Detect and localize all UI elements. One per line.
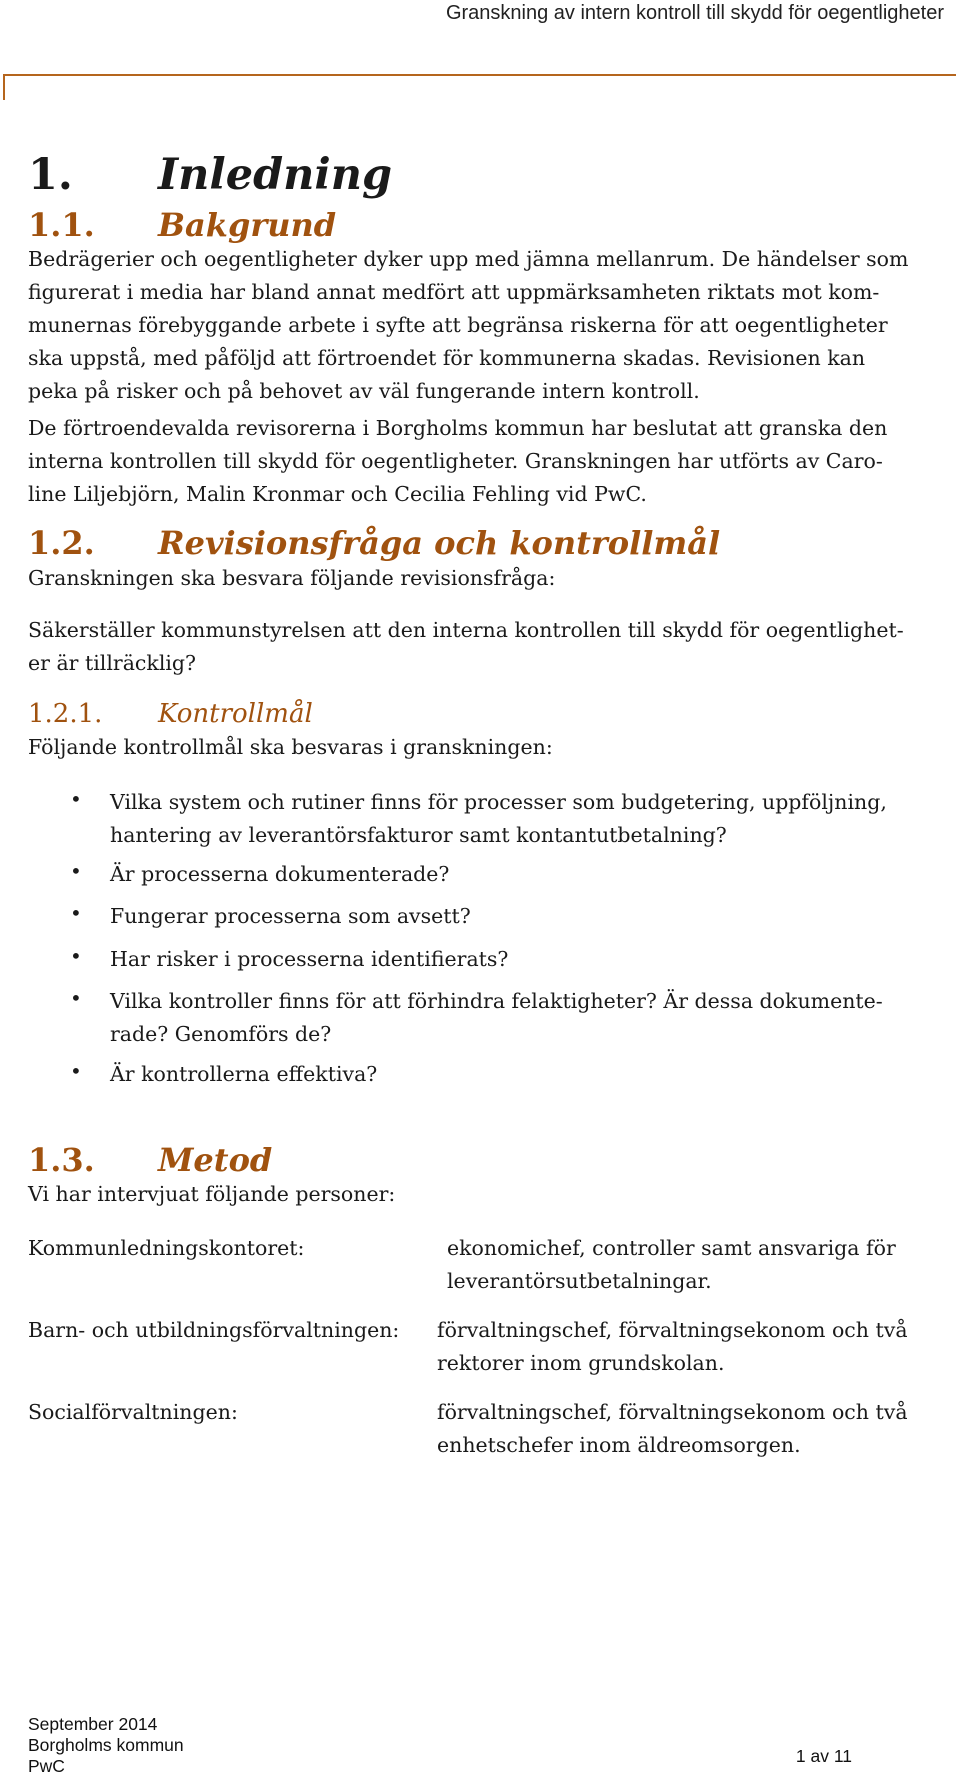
text-line: leverantörsutbetalningar.: [447, 1269, 712, 1293]
bullet-item: [110, 786, 930, 852]
text-line: hantering av leverantörsfakturor samt kontantutbetalning?: [110, 823, 727, 847]
chapter-heading: [28, 150, 392, 200]
section-heading-metod: [28, 1141, 272, 1179]
bullet-item: [110, 1058, 930, 1091]
text-line: ska uppstå, med påföljd att förtroendet för kommunerna skadas. Revisionen kan: [28, 346, 866, 370]
bullet-marker: •: [70, 787, 82, 811]
section-heading-revisionsfraga: [28, 524, 720, 562]
text-line: Är kontrollerna effektiva?: [110, 1062, 378, 1086]
interview-unit: Kommunledningskontoret:: [28, 1236, 305, 1260]
chapter-title: Inledning: [158, 150, 393, 200]
footer-firm: PwC: [28, 1756, 65, 1776]
text-line: Är processerna dokumenterade?: [110, 862, 450, 886]
text-line: De förtroendevalda revisorerna i Borgholms kommun har beslutat att granska den: [28, 416, 888, 440]
text-line: rade? Genomförs de?: [110, 1022, 332, 1046]
bullet-item: [110, 858, 930, 891]
chapter-number: 1.: [28, 150, 73, 200]
bullet-marker: •: [70, 986, 82, 1010]
text-line: er är tillräcklig?: [28, 651, 197, 675]
footer-block: [28, 1714, 184, 1777]
interview-people: [437, 1314, 908, 1380]
header-rule-tick: [3, 74, 5, 100]
paragraph-metod-intro: [28, 1178, 928, 1211]
subsection-heading-kontrollmal: [28, 699, 313, 729]
text-line: Vilka kontroller finns för att förhindra felaktigheter? Är dessa dokumente-: [110, 989, 883, 1013]
interview-unit: Socialförvaltningen:: [28, 1400, 238, 1424]
page-number: 1 av 11: [795, 1746, 852, 1766]
text-line: förvaltningschef, förvaltningsekonom och två: [437, 1318, 908, 1342]
text-line: enhetschefer inom äldreomsorgen.: [437, 1433, 801, 1457]
text-line: Granskningen ska besvara följande revisionsfråga:: [28, 566, 556, 590]
text-line: munernas förebyggande arbete i syfte att begränsa riskerna för att oegentligheter: [28, 313, 888, 337]
text-line: Fungerar processerna som avsett?: [110, 904, 471, 928]
paragraph-kontrollmal-intro: [28, 731, 928, 764]
text-line: line Liljebjörn, Malin Kronmar och Cecilia Fehling vid PwC.: [28, 482, 647, 506]
text-line: Bedrägerier och oegentligheter dyker upp med jämna mellanrum. De händelser som: [28, 247, 909, 271]
interview-people: [447, 1232, 896, 1298]
bullet-marker: •: [70, 944, 82, 968]
footer-date: September 2014: [28, 1714, 158, 1734]
text-line: figurerat i media har bland annat medfört att uppmärksamheten riktats mot kom-: [28, 280, 880, 304]
text-line: rektorer inom grundskolan.: [437, 1351, 725, 1375]
section-number: 1.3.: [28, 1141, 95, 1179]
interview-people: [437, 1396, 908, 1462]
text-line: Vi har intervjuat följande personer:: [28, 1182, 396, 1206]
section-number: 1.1.: [28, 206, 95, 244]
section-title: Revisionsfråga och kontrollmål: [158, 524, 721, 562]
bullet-item: [110, 985, 930, 1051]
bullet-marker: •: [70, 1059, 82, 1083]
bullet-item: [110, 943, 930, 976]
interview-unit: Barn- och utbildningsförvaltningen:: [28, 1318, 400, 1342]
text-line: Säkerställer kommunstyrelsen att den interna kontrollen till skydd för oegentlighet-: [28, 618, 904, 642]
paragraph-revisionsfraga-intro: [28, 562, 928, 595]
text-line: Följande kontrollmål ska besvaras i granskningen:: [28, 735, 553, 759]
text-line: Har risker i processerna identifierats?: [110, 947, 509, 971]
text-line: interna kontrollen till skydd för oegentligheter. Granskningen har utförts av Caro-: [28, 449, 883, 473]
bullet-marker: •: [70, 859, 82, 883]
paragraph-bakgrund-2: [28, 412, 928, 511]
section-heading-bakgrund: [28, 206, 336, 244]
section-number: 1.2.: [28, 524, 95, 562]
paragraph-revisionsfraga: [28, 614, 928, 680]
text-line: ekonomichef, controller samt ansvariga för: [447, 1236, 896, 1260]
subsection-title: Kontrollmål: [158, 699, 313, 729]
bullet-item: [110, 900, 930, 933]
bullet-marker: •: [70, 901, 82, 925]
text-line: peka på risker och på behovet av väl fungerande intern kontroll.: [28, 379, 700, 403]
header-rule: [3, 74, 956, 76]
subsection-number: 1.2.1.: [28, 699, 103, 729]
text-line: Vilka system och rutiner finns för processer som budgetering, uppföljning,: [110, 790, 887, 814]
section-title: Metod: [158, 1141, 273, 1179]
paragraph-bakgrund-1: [28, 243, 928, 408]
running-header: Granskning av intern kontroll till skydd för oegentligheter: [445, 2, 944, 24]
text-line: förvaltningschef, förvaltningsekonom och två: [437, 1400, 908, 1424]
section-title: Bakgrund: [158, 206, 337, 244]
footer-municipality: Borgholms kommun: [28, 1735, 184, 1755]
